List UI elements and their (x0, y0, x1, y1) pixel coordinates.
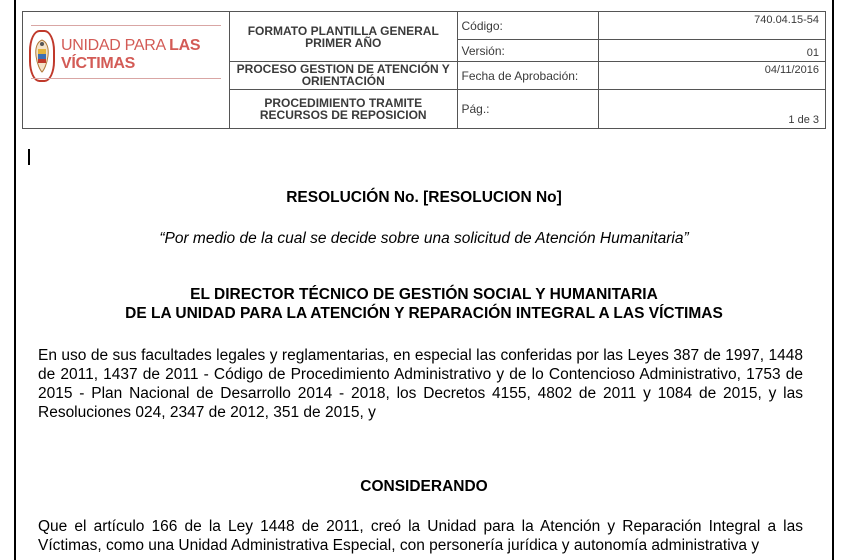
director-heading-line1: EL DIRECTOR TÉCNICO DE GESTIÓN SOCIAL Y HUMANITARIA (190, 286, 658, 303)
version-value: 01 (598, 40, 826, 62)
colombia-seal-icon (29, 30, 55, 82)
logo-wordmark (61, 37, 229, 73)
code-label: Código: (457, 12, 598, 40)
logo-top-rule (31, 25, 221, 26)
procedure-title: PROCEDIMIENTO TRAMITE RECURSOS DE REPOSICION (230, 90, 458, 129)
code-value: 740.04.15-54 (598, 12, 826, 40)
unidad-victimas-logo (29, 30, 229, 82)
first-consideration-paragraph: Que el artículo 166 de la Ley 1448 de 2011, creó la Unidad para la Atención y Reparación Integral a las Víctimas, como una Unidad Administrativa Especial, con personería jurídica y autonomía administrativa y (38, 518, 803, 554)
director-heading-line2: DE LA UNIDAD PARA LA ATENCIÓN Y REPARACIÓN INTEGRAL A LAS VÍCTIMAS (125, 305, 723, 322)
format-title: FORMATO PLANTILLA GENERAL PRIMER AÑO (230, 12, 458, 62)
logo-bottom-rule (31, 78, 221, 79)
document-header-table (22, 11, 826, 129)
logo-text-bold: LAS VÍCTIMAS (61, 37, 201, 72)
process-title: PROCESO GESTION DE ATENCIÓN Y ORIENTACIÓN (230, 62, 458, 90)
powers-paragraph: En uso de sus facultades legales y reglamentarias, en especial las conferidas por las Leyes 387 de 1997, 1448 de 2011, 1437 de 2011 - Código de Procedimiento Administrativo y de lo Contencioso Administrativo, 1753 de 2015 - Plan Nacional de Desarrollo 2014 - 2018, los Decretos 4155, 4802 de 2011 y 1084 de 2015, y las Resoluciones 024, 2347 de 2012, 351 de 2015, y (38, 347, 803, 421)
text-cursor (28, 149, 30, 165)
approval-date-value: 04/11/2016 (598, 62, 826, 90)
logo-text-regular: UNIDAD PARA (61, 37, 170, 54)
resolution-title: RESOLUCIÓN No. [RESOLUCION No] (286, 189, 562, 206)
considerando-heading: CONSIDERANDO (360, 478, 488, 495)
version-label: Versión: (457, 40, 598, 62)
logo-cell (23, 12, 230, 129)
page-value: 1 de 3 (598, 90, 826, 129)
approval-date-label: Fecha de Aprobación: (457, 62, 598, 90)
resolution-subtitle: “Por medio de la cual se decide sobre una solicitud de Atención Humanitaria” (159, 230, 689, 247)
page-label: Pág.: (457, 90, 598, 129)
